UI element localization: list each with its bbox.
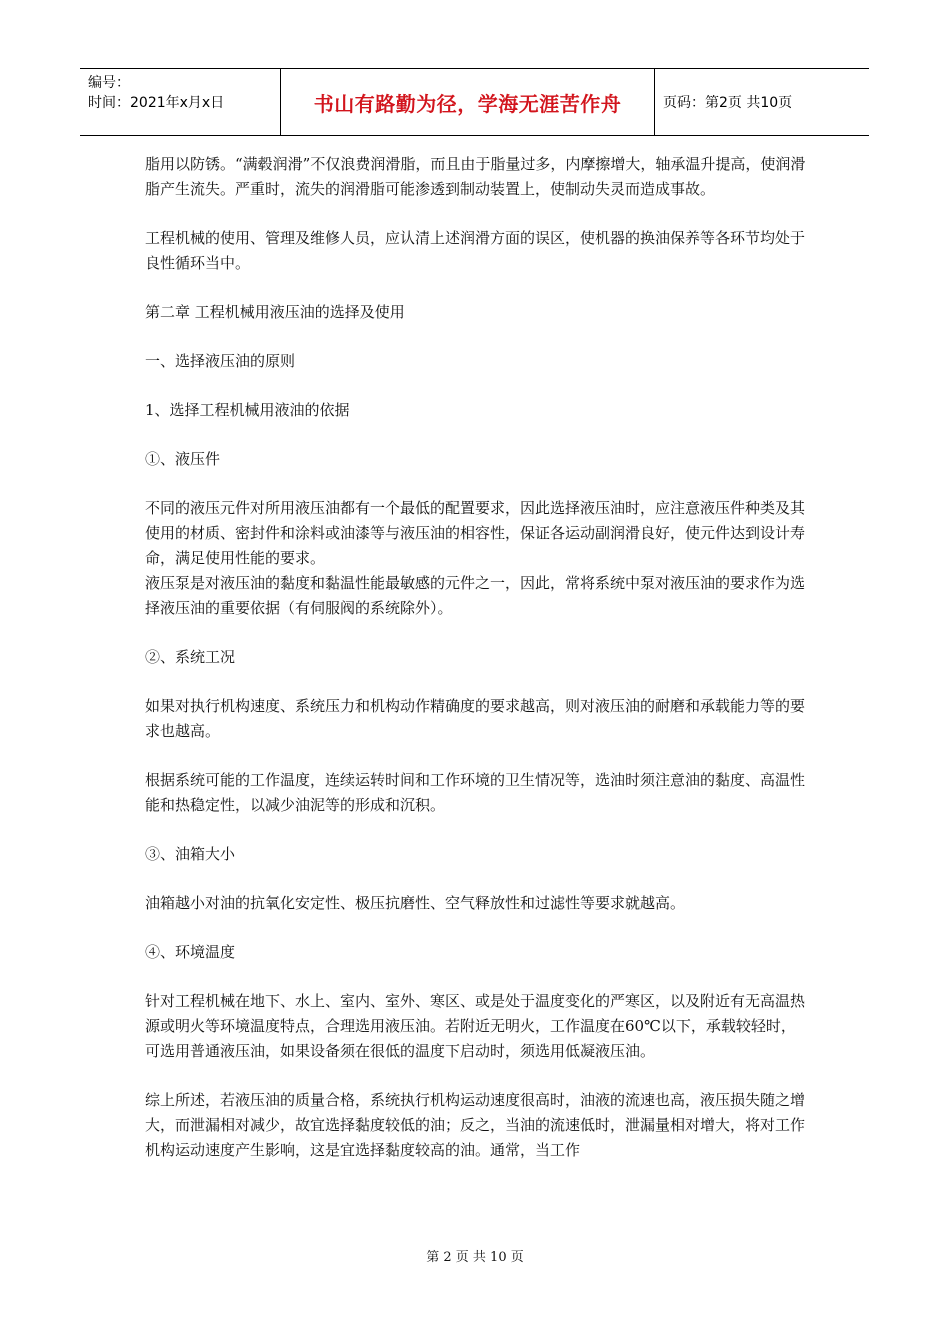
- section-heading: 一、选择液压油的原则: [145, 352, 296, 370]
- paragraph: 根据系统可能的工作温度，连续运转时间和工作环境的卫生情况等，选油时须注意油的黏度、高温性能和热稳定性，以减少油泥等的形成和沉积。: [145, 771, 806, 814]
- document-body: [145, 152, 807, 1187]
- header-meta: [80, 69, 280, 135]
- paragraph: 不同的液压元件对所用液压油都有一个最低的配置要求，因此选择液压油时，应注意液压件种类及其使用的材质、密封件和涂料或油漆等与液压油的相容性，保证各运动副润滑良好，使元件达到设计寿命，满足使用性能的要求。: [145, 499, 806, 567]
- document-date: 时间：2021年x月x日: [88, 95, 225, 111]
- paragraph: 综上所述，若液压油的质量合格，系统执行机构运动速度很高时，油液的流速也高，液压损失随之增大，而泄漏相对减少，故宜选择黏度较低的油；反之，当油的流速低时，泄漏量相对增大，将对工作机构运动速度产生影响，这是宜选择黏度较高的油。通常，当工作: [145, 1091, 806, 1159]
- document-number-label: 编号：: [88, 75, 130, 91]
- paragraph: 液压泵是对液压油的黏度和黏温性能最敏感的元件之一，因此，常将系统中泵对液压油的要求作为选择液压油的重要依据（有伺服阀的系统除外）。: [145, 574, 806, 617]
- paragraph: 油箱越小对油的抗氧化安定性、极压抗磨性、空气释放性和过滤性等要求就越高。: [145, 894, 686, 912]
- item-heading: ①、液压件: [145, 450, 221, 468]
- paragraph: 工程机械的使用、管理及维修人员，应认清上述润滑方面的误区，使机器的换油保养等各环节均处于良性循环当中。: [145, 229, 806, 272]
- paragraph: 脂用以防锈。“满毂润滑”不仅浪费润滑脂，而且由于脂量过多，内摩擦增大，轴承温升提高，使润滑脂产生流失。严重时，流失的润滑脂可能渗透到制动装置上，使制动失灵而造成事故。: [145, 155, 806, 198]
- item-heading: ②、系统工况: [145, 648, 236, 666]
- page-footer: 第 2 页 共 10 页: [426, 1250, 524, 1265]
- paragraph: 如果对执行机构速度、系统压力和机构动作精确度的要求越高，则对液压油的耐磨和承载能力等的要求也越高。: [145, 697, 806, 740]
- item-heading: ③、油箱大小: [145, 845, 236, 863]
- header-page-info: 页码：第2页 共10页: [663, 95, 793, 111]
- header-motto: 书山有路勤为径，学海无涯苦作舟: [280, 69, 655, 135]
- chapter-heading: 第二章 工程机械用液压油的选择及使用: [145, 303, 405, 321]
- subsection-heading: 1、选择工程机械用液油的依据: [145, 401, 350, 419]
- item-heading: ④、环境温度: [145, 943, 236, 961]
- paragraph: 针对工程机械在地下、水上、室内、室外、寒区、或是处于温度变化的严寒区，以及附近有无高温热源或明火等环境温度特点，合理选用液压油。若附近无明火，工作温度在60℃以下，承载较轻时，可选用普通液压油，如果设备须在很低的温度下启动时，须选用低凝液压油。: [145, 992, 806, 1060]
- page-header: [80, 68, 869, 136]
